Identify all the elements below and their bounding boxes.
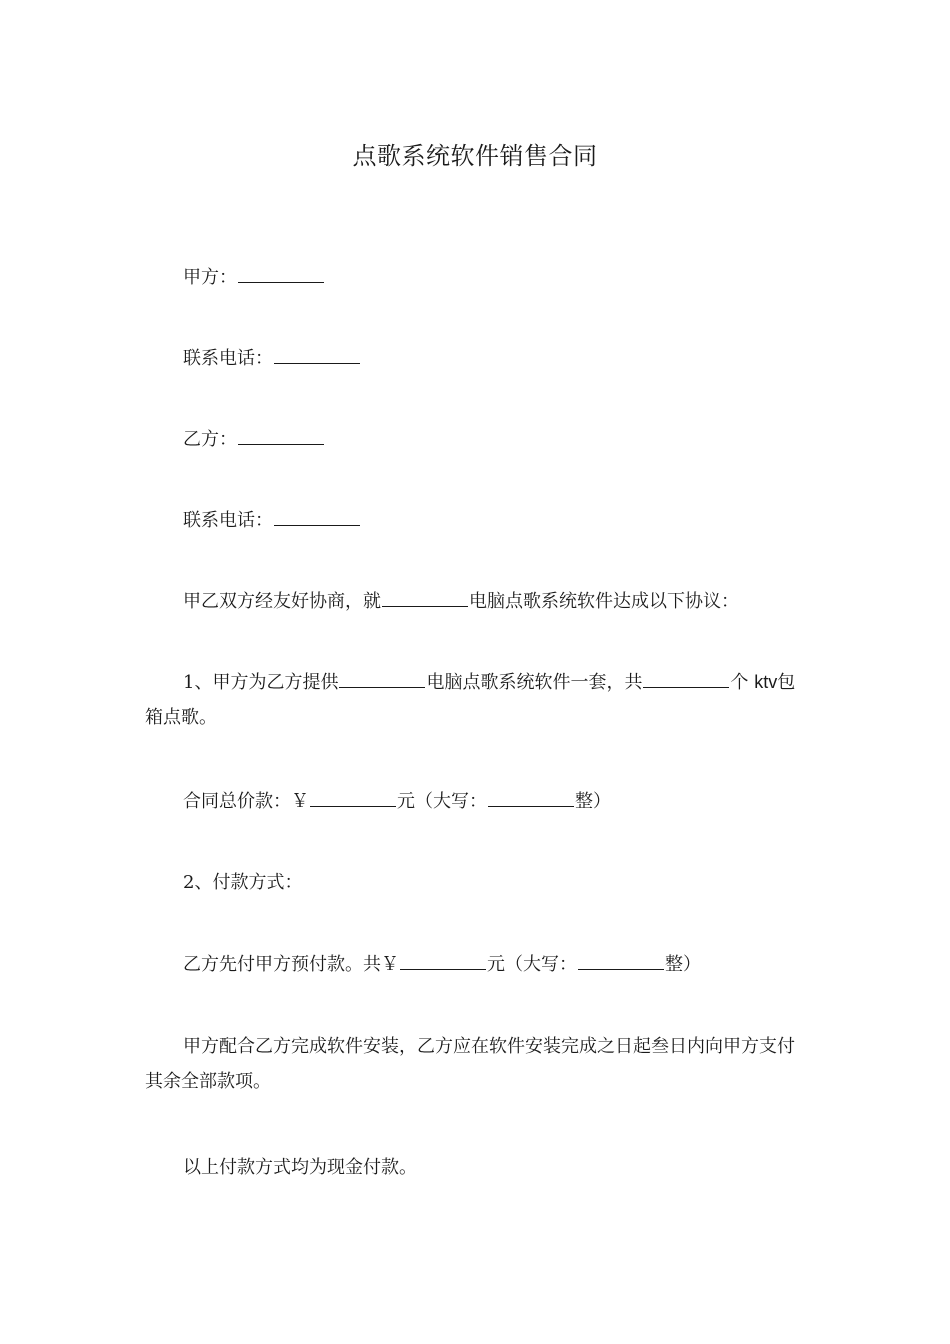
party-a-line	[145, 260, 805, 295]
install-paragraph: 甲方配合乙方完成软件安装，乙方应在软件安装完成之日起叁日内向甲方支付其余全部款项。	[145, 1036, 795, 1092]
clause-2-line	[145, 865, 805, 900]
total-price-end: 整）	[575, 791, 611, 812]
total-price-label: 合同总价款：￥	[183, 791, 309, 812]
party-a-blank[interactable]	[238, 281, 324, 283]
prepay-amount-blank[interactable]	[400, 968, 486, 970]
clause-1-text-2: 电脑点歌系统软件一套，共	[426, 672, 643, 693]
prepay-label: 乙方先付甲方预付款。共￥	[183, 954, 399, 975]
prepay-end: 整）	[665, 954, 701, 975]
software-name-blank[interactable]	[382, 605, 468, 607]
party-a-label: 甲方：	[183, 267, 237, 288]
total-price-unit: 元（大写：	[397, 791, 487, 812]
intro-after: 电脑点歌系统软件达成以下协议：	[469, 591, 739, 612]
clause-1-text-1: 甲方为乙方提供	[212, 672, 339, 693]
prepay-words-blank[interactable]	[578, 968, 664, 970]
prepay-line	[145, 947, 805, 982]
intro-paragraph	[145, 584, 805, 619]
total-price-line	[145, 784, 805, 819]
party-b-phone-blank[interactable]	[274, 524, 360, 526]
total-price-blank[interactable]	[310, 805, 396, 807]
clause-1-number: 1、	[183, 672, 213, 693]
clause-1-text-3: 个	[730, 672, 749, 693]
party-b-phone-label: 联系电话：	[183, 510, 273, 531]
party-a-phone-line	[145, 341, 805, 376]
party-b-label: 乙方：	[183, 429, 237, 450]
clause-1-software-blank[interactable]	[339, 686, 425, 688]
party-b-blank[interactable]	[238, 443, 324, 445]
clause-1-ktv: ktv	[754, 672, 778, 692]
clause-2-text: 付款方式：	[212, 872, 303, 893]
clause-1-text-4: 包箱点歌。	[145, 672, 796, 728]
clause-1-paragraph	[145, 665, 805, 735]
clause-2-number: 2、	[183, 872, 213, 893]
party-a-phone-label: 联系电话：	[183, 348, 273, 369]
total-price-words-blank[interactable]	[488, 805, 574, 807]
clause-1-count-blank[interactable]	[643, 686, 729, 688]
prepay-unit: 元（大写：	[487, 954, 577, 975]
party-b-line	[145, 422, 805, 457]
cash-paragraph: 以上付款方式均为现金付款。	[183, 1157, 417, 1178]
party-b-phone-line	[145, 503, 805, 538]
intro-before: 甲乙双方经友好协商，就	[183, 591, 381, 612]
document-title: 点歌系统软件销售合同	[352, 142, 598, 170]
party-a-phone-blank[interactable]	[274, 362, 360, 364]
